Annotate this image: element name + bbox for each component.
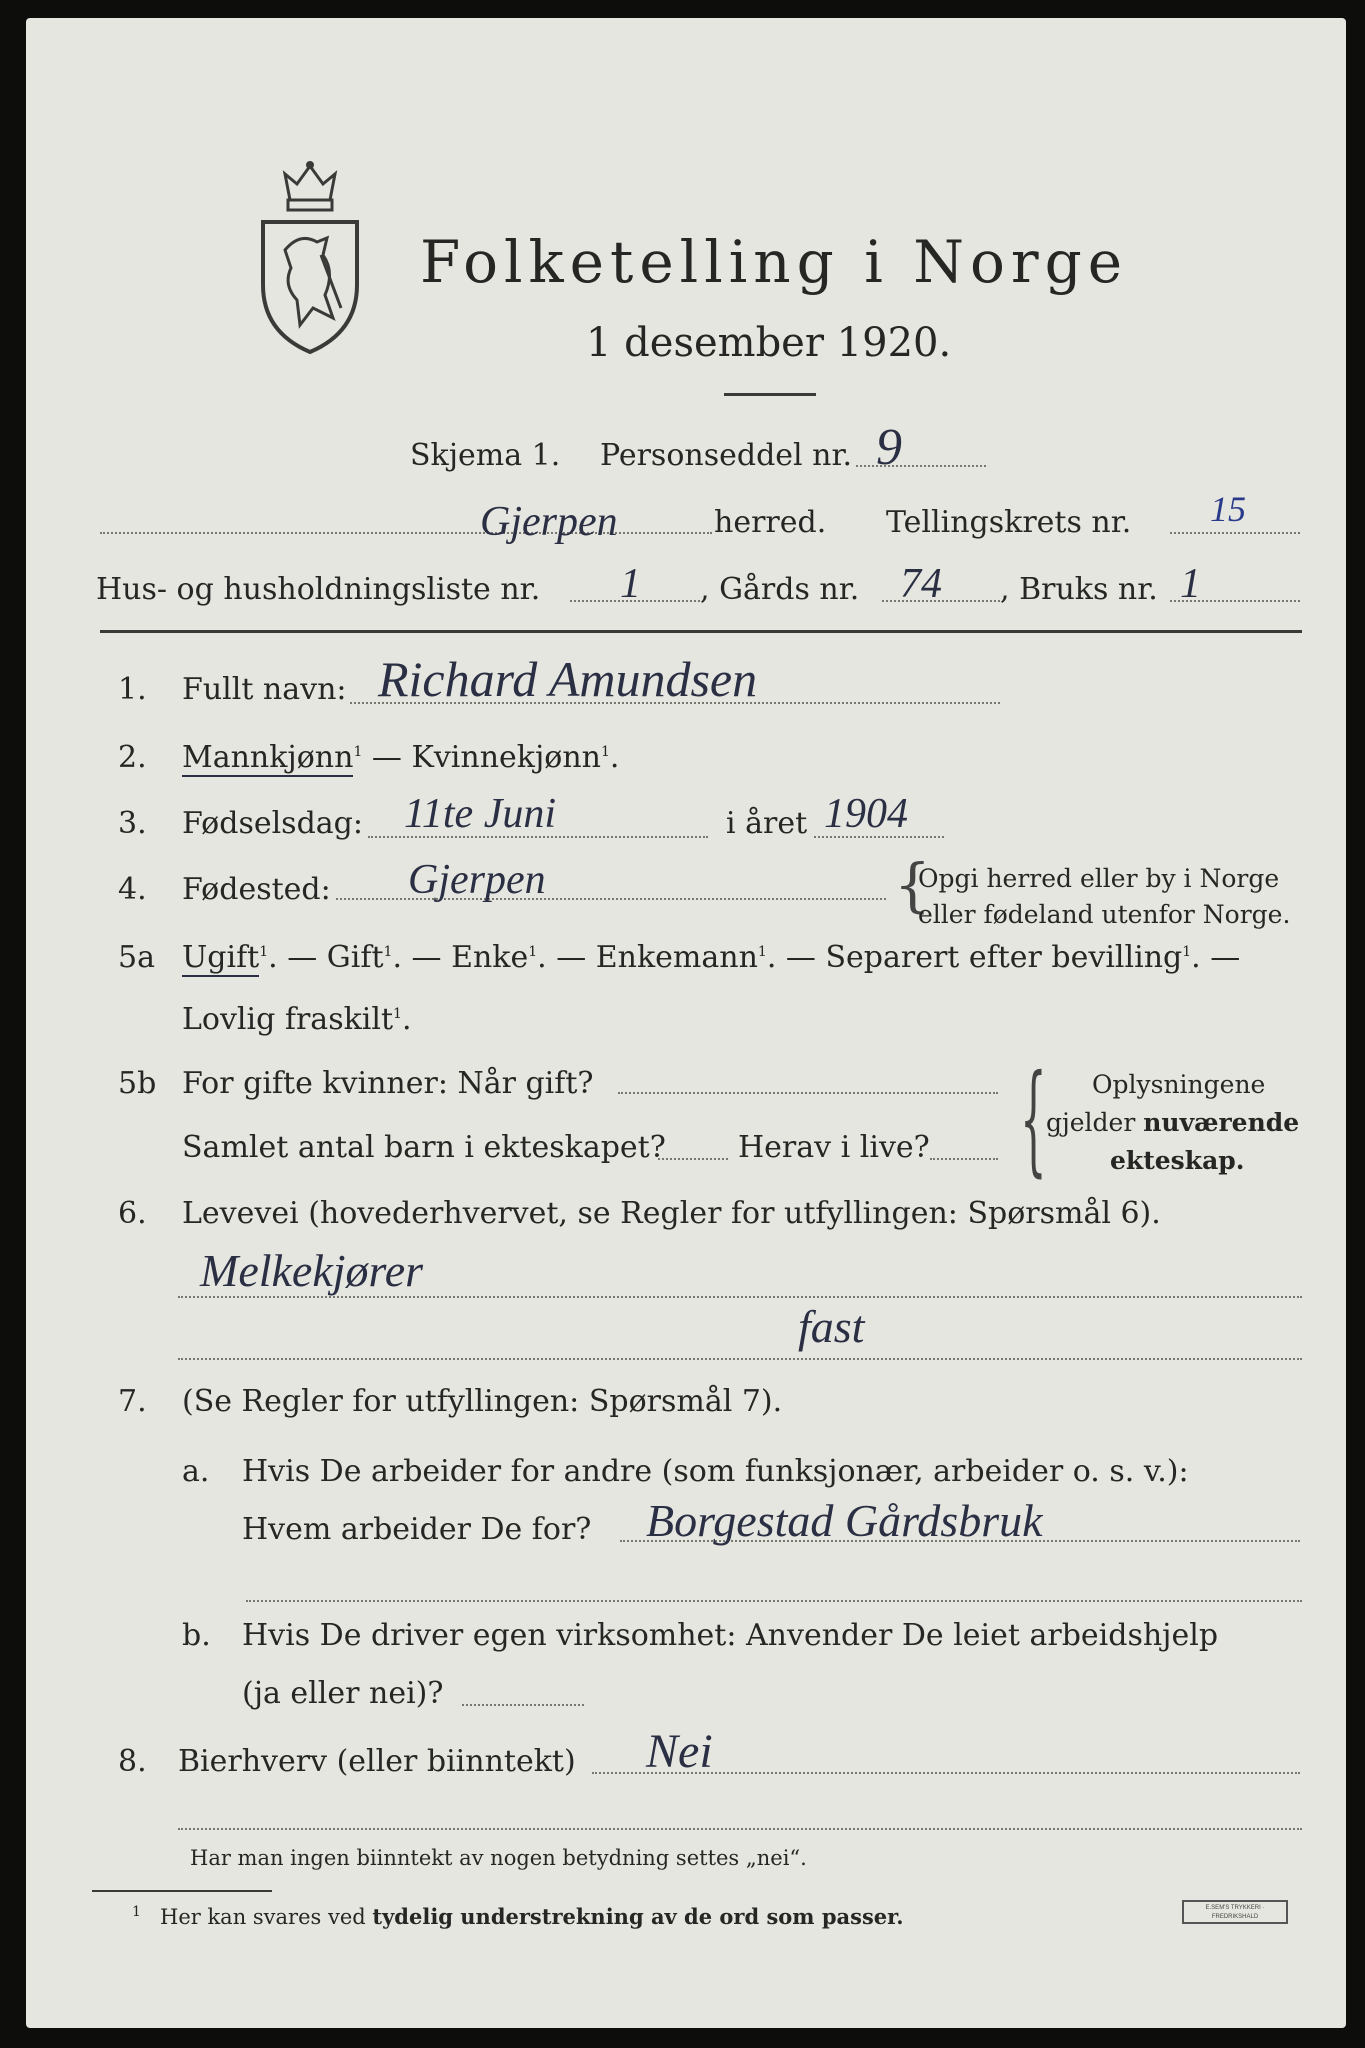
q3-year-label: i året bbox=[726, 806, 808, 841]
q5b-label-line1: For gifte kvinner: Når gift? bbox=[182, 1066, 594, 1101]
q7a-line1: Hvis De arbeider for andre (som funksjonær, arbeider o. s. v.): bbox=[242, 1454, 1189, 1489]
herred-value: Gjerpen bbox=[480, 499, 618, 545]
schema-label: Skjema 1. bbox=[410, 438, 561, 473]
census-date: 1 desember 1920. bbox=[586, 320, 952, 366]
coat-of-arms-icon bbox=[255, 160, 365, 355]
tellingskrets-label: Tellingskrets nr. bbox=[886, 505, 1132, 540]
q3-label: Fødselsdag: bbox=[182, 806, 363, 841]
q7-label: (Se Regler for utfyllingen: Spørsmål 7). bbox=[182, 1384, 783, 1419]
q4-number: 4. bbox=[118, 872, 147, 907]
section-rule bbox=[100, 630, 1302, 633]
q5b-label-line2b: Herav i live? bbox=[738, 1130, 930, 1165]
footnote-text: Her kan svares ved tydelig understrekning av de ord som passer. bbox=[160, 1904, 904, 1929]
personseddel-value: 9 bbox=[876, 419, 902, 476]
footnote-number: 1 bbox=[132, 1904, 141, 1920]
q5b-note-line3: ekteskap. bbox=[1110, 1146, 1245, 1175]
page-title: Folketelling i Norge bbox=[420, 228, 1129, 296]
q6-value: Melkekjører bbox=[200, 1245, 424, 1296]
herred-label: herred. bbox=[714, 505, 827, 540]
q6-value2: fast bbox=[798, 1301, 865, 1352]
q8-label: Bierhverv (eller biinntekt) bbox=[178, 1744, 576, 1779]
q3-number: 3. bbox=[118, 806, 147, 841]
q4-note-line2: eller fødeland utenfor Norge. bbox=[918, 900, 1291, 929]
q1-label: Fullt navn: bbox=[182, 672, 347, 707]
q4-label: Fødested: bbox=[182, 872, 331, 907]
q8-value: Nei bbox=[646, 1725, 713, 1778]
liste-value: 1 bbox=[620, 561, 641, 607]
gards-value: 74 bbox=[900, 561, 942, 607]
q5a-number: 5a bbox=[118, 940, 155, 975]
bruks-label: , Bruks nr. bbox=[1000, 572, 1158, 607]
printer-stamp: E.SEM'S TRYKKERI · FREDRIKSHALD bbox=[1182, 1900, 1288, 1924]
bruks-value: 1 bbox=[1180, 561, 1201, 607]
liste-label: Hus- og husholdningsliste nr. bbox=[96, 572, 541, 607]
q5b-number: 5b bbox=[118, 1066, 157, 1101]
q6-number: 6. bbox=[118, 1196, 147, 1231]
q8-number: 8. bbox=[118, 1744, 147, 1779]
q5a-marital-options: Ugift$^1$. — Gift$^1$. — Enke$^1$. — Enkemann$^1$. — Separert efter bevilling$^1$. — bbox=[182, 940, 1241, 975]
q6-label: Levevei (hovederhvervet, se Regler for utfyllingen: Spørsmål 6). bbox=[182, 1196, 1161, 1231]
q7a-letter: a. bbox=[182, 1454, 210, 1489]
income-note: Har man ingen biinntekt av nogen betydning settes „nei“. bbox=[190, 1846, 807, 1870]
footnote-rule bbox=[92, 1890, 272, 1892]
q7b-line1: Hvis De driver egen virksomhet: Anvender De leiet arbeidshjelp bbox=[242, 1618, 1219, 1653]
q4-note-line1: Opgi herred eller by i Norge bbox=[918, 864, 1280, 893]
q7b-line2: (ja eller nei)? bbox=[242, 1676, 444, 1711]
personseddel-label: Personseddel nr. bbox=[600, 438, 853, 473]
q5b-note-line1: Oplysningene bbox=[1092, 1070, 1266, 1099]
q1-value: Richard Amundsen bbox=[378, 651, 758, 707]
tellingskrets-value: 15 bbox=[1210, 489, 1246, 529]
q5b-label-line2a: Samlet antal barn i ekteskapet? bbox=[182, 1130, 666, 1165]
q1-number: 1. bbox=[118, 672, 147, 707]
q2-sex-options: Mannkjønn$^1$ — Kvinnekjønn$^1$. bbox=[182, 740, 620, 775]
q4-value: Gjerpen bbox=[408, 857, 546, 903]
gards-label: , Gårds nr. bbox=[700, 572, 860, 607]
q5a-fraskilt: Lovlig fraskilt$^1$. bbox=[182, 1002, 412, 1037]
q7b-letter: b. bbox=[182, 1618, 211, 1653]
q5b-note-line2: gjelder nuværende bbox=[1046, 1108, 1300, 1137]
title-divider bbox=[724, 393, 816, 396]
q7a-line2: Hvem arbeider De for? bbox=[242, 1512, 592, 1547]
q3-year-value: 1904 bbox=[824, 791, 908, 837]
q7-number: 7. bbox=[118, 1384, 147, 1419]
q3-value: 11te Juni bbox=[404, 791, 557, 837]
q7a-value: Borgestad Gårdsbruk bbox=[646, 1495, 1043, 1546]
q2-number: 2. bbox=[118, 740, 147, 775]
